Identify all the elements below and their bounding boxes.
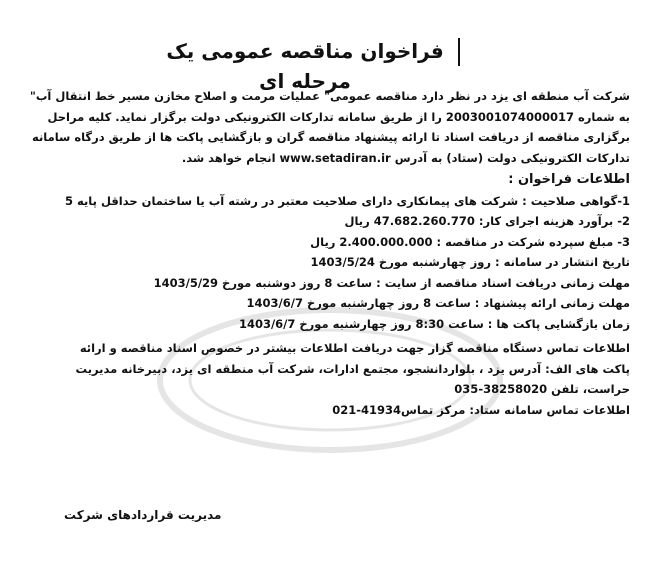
contact-line-1: اطلاعات تماس دستگاه مناقصه گزار جهت دریافت اطلاعات بیشتر در خصوص اسناد مناقصه و ارائه: [79, 341, 630, 355]
page-title: فراخوان مناقصه عمومی یک مرحله ای: [166, 39, 444, 93]
item-deposit: 3- مبلغ سپرده شرکت در مناقصه : 2.400.000.000 ریال: [310, 234, 630, 249]
item-offer-deadline: مهلت زمانی ارائه پیشنهاد : ساعت 8 روز چهارشنبه مورخ 1403/6/7: [246, 296, 630, 310]
contact-paragraph: [20, 338, 630, 420]
item-docs-deadline: مهلت زمانی دریافت اسناد مناقصه از سایت : ساعت 8 روز دوشنبه مورخ 1403/5/29: [153, 275, 630, 290]
item-publish-date: تاریخ انتشار در سامانه : روز چهارشنبه مورخ 1403/5/24: [310, 255, 630, 269]
info-heading: اطلاعات فراخوان :: [508, 172, 630, 187]
announcement-body: [20, 86, 630, 420]
signature: مدیریت قراردادهای شرکت: [64, 508, 222, 522]
intro-line-3: برگزاری مناقصه از دریافت اسناد تا ارائه پیشنهاد مناقصه گران و بازگشایی پاکت ها از طریق درگاه سامانه: [31, 130, 630, 144]
intro-paragraph: [20, 86, 630, 168]
intro-line-4: تدارکات الکترونیکی دولت (ستاد) به آدرس www.setadiran.ir انجام خواهد شد.: [181, 150, 630, 165]
item-qualification: 1-گواهی صلاحیت : شرکت های پیمانکاری دارای صلاحیت معتبر در رشته آب یا ساختمان حداقل پایه 5: [65, 193, 630, 208]
contact-line-4: اطلاعات تماس سامانه ستاد: مرکز تماس41934-021: [332, 402, 630, 417]
intro-line-2: به شماره 2003001074000017 را از طریق سامانه تدارکات الکترونیکی دولت برگزار نماید. کلیه مراحل: [47, 109, 630, 124]
contact-line-2: پاکت های الف: آدرس یزد ، بلواردانشجو، مجتمع ادارات، شرکت آب منطقه ای یزد، دبیرخانه مدیریت: [75, 361, 630, 376]
item-cost-estimate: 2- برآورد هزینه اجرای کار: 47.682.260.770 ریال: [344, 214, 630, 228]
item-opening-time: زمان بازگشایی پاکت ها : ساعت 8:30 روز چهارشنبه مورخ 1403/6/7: [238, 316, 630, 331]
contact-line-3: حراست، تلفن 38258020-035: [454, 382, 630, 396]
intro-line-1: شرکت آب منطقه ای یزد در نظر دارد مناقصه عمومی" عملیات مرمت و اصلاح مخازن مسیر خط انتقال آب": [29, 89, 630, 103]
